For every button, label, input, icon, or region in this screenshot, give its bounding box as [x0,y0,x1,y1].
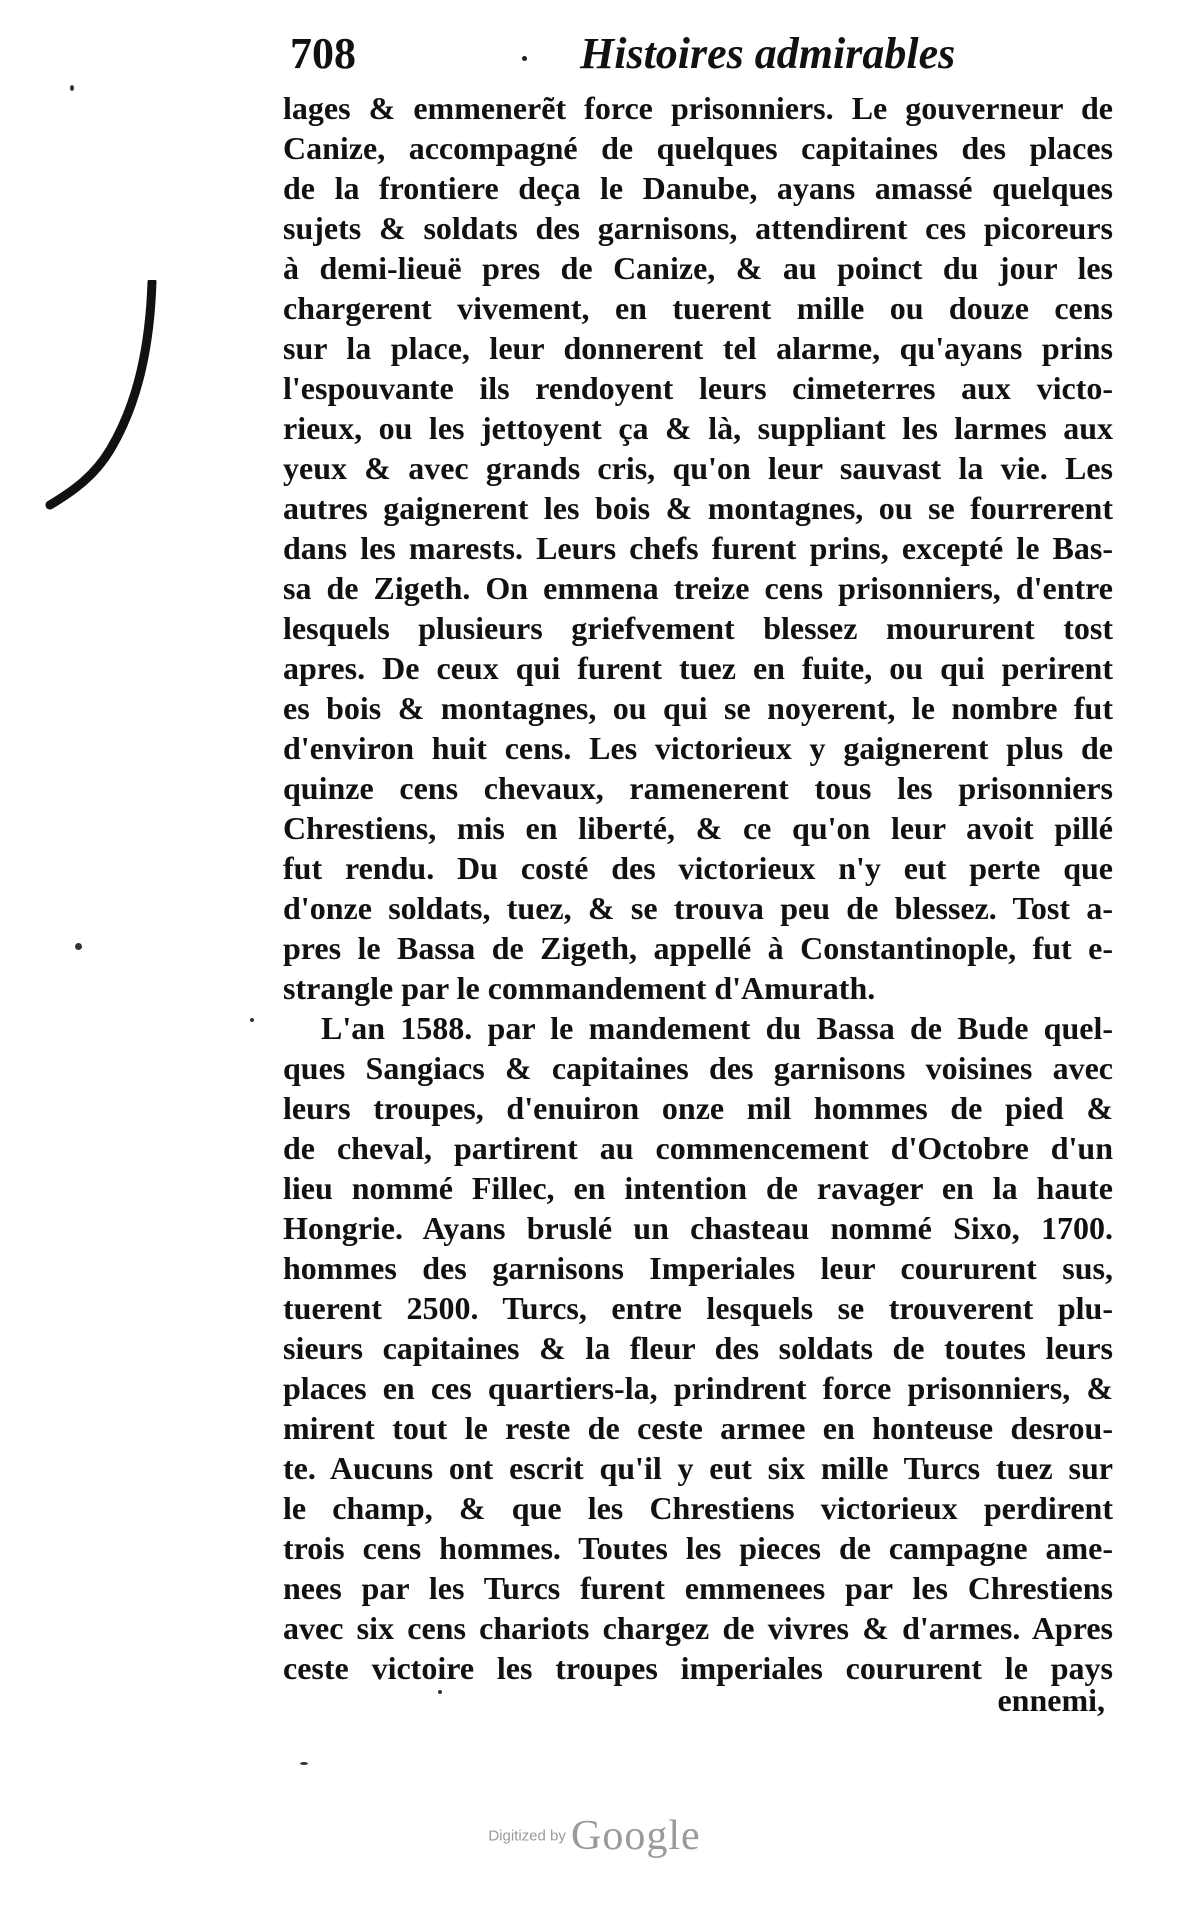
text-line: mirent tout le reste de ceste armee en honteuse desrou- [283,1410,1113,1446]
ink-speck [300,1762,308,1765]
text-line: tuerent 2500. Turcs, entre lesquels se trouverent plu- [283,1290,1113,1326]
text-line: pres le Bassa de Zigeth, appellé à Constantinople, fut e- [283,930,1113,966]
text-line: autres gaignerent les bois & montagnes, ou se fourrerent [283,490,1113,526]
paragraph-start-line: L'an 1588. par le mandement du Bassa de Bude quel- [321,1010,1113,1046]
margin-pen-stroke [40,280,180,510]
text-line: fut rendu. Du costé des victorieux n'y eut perte que [283,850,1113,886]
text-line: hommes des garnisons Imperiales leur coururent sus, [283,1250,1113,1286]
digitized-prefix: Digitized by [488,1827,566,1845]
digitization-watermark [0,1812,1189,1860]
text-line: es bois & montagnes, ou qui se noyerent, le nombre fut [283,690,1113,726]
text-line: le champ, & que les Chrestiens victorieux perdirent [283,1490,1113,1526]
text-line: yeux & avec grands cris, qu'on leur sauvast la vie. Les [283,450,1113,486]
text-line: leurs troupes, d'enuiron onze mil hommes de pied & [283,1090,1113,1126]
page-number: 708 [290,29,356,78]
text-line: de cheval, partirent au commencement d'Octobre d'un [283,1130,1113,1166]
text-line: chargerent vivement, en tuerent mille ou douze cens [283,290,1113,326]
text-line: ceste victoire les troupes imperiales coururent le pays [283,1650,1113,1686]
text-line: places en ces quartiers-la, prindrent force prisonniers, & [283,1370,1113,1406]
text-line: lesquels plusieurs griefvement blessez moururent tost [283,610,1113,646]
ink-speck [70,85,74,91]
text-line: de la frontiere deça le Danube, ayans amassé quelques [283,170,1113,206]
text-line: ques Sangiacs & capitaines des garnisons voisines avec [283,1050,1113,1086]
text-line: sujets & soldats des garnisons, attendirent ces picoreurs [283,210,1113,246]
text-line: Hongrie. Ayans bruslé un chasteau nommé Sixo, 1700. [283,1210,1113,1246]
text-line: trois cens hommes. Toutes les pieces de campagne ame- [283,1530,1113,1566]
ink-speck [522,56,527,61]
text-line: nees par les Turcs furent emmenees par les Chrestiens [283,1570,1113,1606]
text-line: Canize, accompagné de quelques capitaines des places [283,130,1113,166]
text-line: d'environ huit cens. Les victorieux y gaignerent plus de [283,730,1113,766]
text-line: sieurs capitaines & la fleur des soldats de toutes leurs [283,1330,1113,1366]
text-line: sa de Zigeth. On emmena treize cens prisonniers, d'entre [283,570,1113,606]
text-line: l'espouvante ils rendoyent leurs cimeterres aux victo- [283,370,1113,406]
ink-speck [250,1018,254,1022]
text-line: te. Aucuns ont escrit qu'il y eut six mille Turcs tuez sur [283,1450,1113,1486]
ink-speck [438,1690,442,1694]
text-line: avec six cens chariots chargez de vivres & d'armes. Apres [283,1610,1113,1646]
text-line: rieux, ou les jettoyent ça & là, suppliant les larmes aux [283,410,1113,446]
catchword: ennemi, [997,1682,1105,1718]
text-line: strangle par le commandement d'Amurath. [283,970,876,1006]
page-header [290,28,1120,88]
text-line: apres. De ceux qui furent tuez en fuite, ou qui perirent [283,650,1113,686]
ink-speck [75,943,82,950]
text-line: dans les marests. Leurs chefs furent prins, excepté le Bas- [283,530,1113,566]
text-line: lages & emmenerẽt force prisonniers. Le gouverneur de [283,90,1113,126]
text-line: Chrestiens, mis en liberté, & ce qu'on leur avoit pillé [283,810,1113,846]
text-line: quinze cens chevaux, ramenerent tous les prisonniers [283,770,1113,806]
running-head: Histoires admirables [580,29,956,78]
body-text [283,88,1113,1688]
text-line: à demi-lieuë pres de Canize, & au poinct du jour les [283,250,1113,286]
text-line: lieu nommé Fillec, en intention de ravager en la haute [283,1170,1113,1206]
text-line: d'onze soldats, tuez, & se trouva peu de blessez. Tost a- [283,890,1113,926]
text-line: sur la place, leur donnerent tel alarme, qu'ayans prins [283,330,1113,366]
google-logo: Google [570,1813,701,1859]
